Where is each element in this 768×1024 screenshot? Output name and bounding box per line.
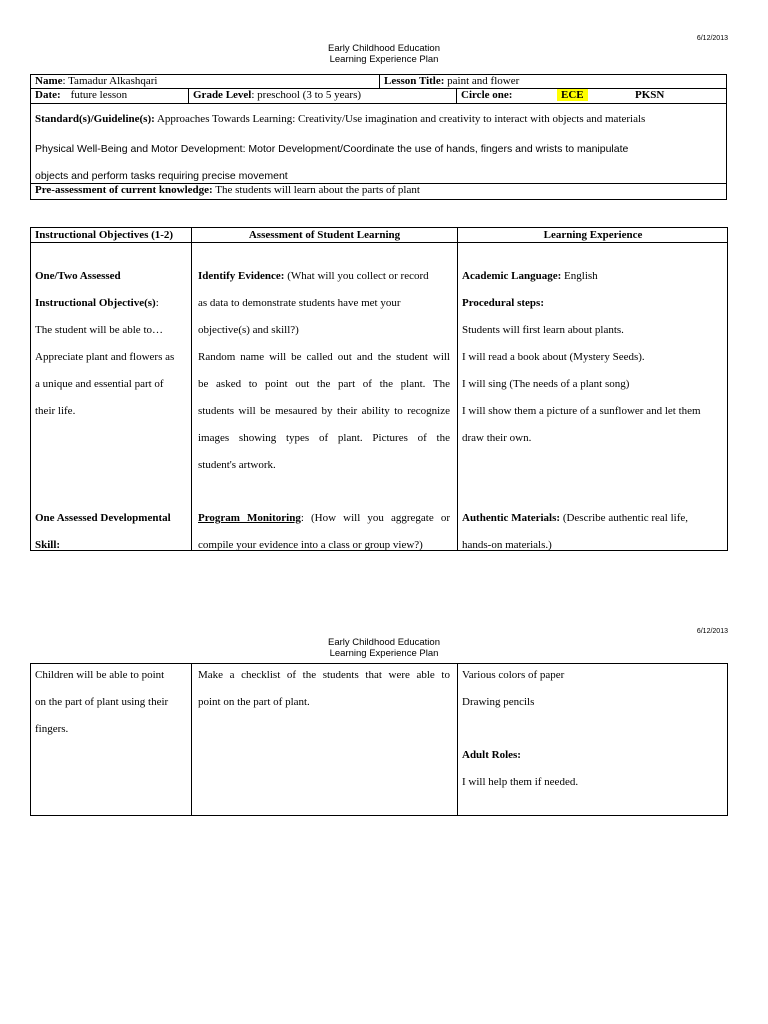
adult-roles-value: I will help them if needed.: [462, 776, 579, 788]
assessment-text-3: students will be mesaured by their ability to recognize: [198, 405, 450, 417]
info-row-date: [31, 89, 726, 104]
learning-experience-column: [462, 228, 724, 550]
page1-header-line1: Early Childhood Education: [328, 43, 440, 54]
step-1: Students will first learn about plants.: [462, 324, 624, 336]
objective-line-4: their life.: [35, 405, 76, 417]
objective-line-1: The student will be able to…: [35, 324, 163, 336]
step-2: I will read a book about (Mystery Seeds).: [462, 351, 645, 363]
objective-label-1: One/Two Assessed: [35, 270, 121, 282]
objective-line-2: Appreciate plant and flowers as: [35, 351, 175, 363]
continuation-col-2: [198, 664, 450, 815]
developmental-skill-label-2: Skill:: [35, 539, 61, 551]
checklist-line-2: point on the part of plant.: [198, 696, 310, 708]
step-3: I will sing (The needs of a plant song): [462, 378, 630, 390]
skill-line-1: Children will be able to point: [35, 669, 165, 681]
lesson-info-table: [30, 74, 727, 200]
assessment-column: [198, 228, 450, 550]
standards-text: Standard(s)/Guideline(s): Approaches Towards Learning: Creativity/Use imagination and creativity to interact with objects and materials: [35, 113, 646, 125]
page2-date: 6/12/2013: [696, 628, 728, 635]
step-4: I will show them a picture of a sunflower and let them: [462, 405, 701, 417]
page1-date: 6/12/2013: [696, 35, 728, 42]
material-2: Drawing pencils: [462, 696, 535, 708]
academic-language: Academic Language: English: [462, 270, 598, 282]
objective-label-2: Instructional Objective(s):: [35, 297, 159, 309]
monitoring-line-1: Program Monitoring: (How will you aggregate or: [198, 512, 450, 524]
pre-assessment-cell: Pre-assessment of current knowledge: The students will learn about the parts of plant: [35, 184, 420, 196]
physical-wellbeing-line1: Physical Well-Being and Motor Development: Motor Development/Coordinate the use of hands, fingers and wrists to manipulate: [35, 143, 629, 155]
page2-header-line2: Learning Experience Plan: [329, 648, 439, 659]
continuation-col-1: [35, 664, 187, 815]
skill-line-2: on the part of plant using their: [35, 696, 169, 708]
page1-header-line2: Learning Experience Plan: [329, 54, 439, 65]
assessment-text-5: student's artwork.: [198, 459, 276, 471]
date-cell: Date: future lesson: [35, 89, 128, 101]
info-row-standards: [31, 104, 726, 184]
circle-pksn: PKSN: [635, 89, 665, 101]
evidence-line-1: Identify Evidence: (What will you collect or record: [198, 270, 429, 282]
name-cell: Name: Tamadur Alkashqari: [35, 75, 158, 87]
procedural-steps-label: Procedural steps:: [462, 297, 544, 309]
skill-line-3: fingers.: [35, 723, 69, 735]
header-instructional-objectives: Instructional Objectives (1-2): [35, 229, 174, 241]
assessment-text-1: Random name will be called out and the student will: [198, 351, 450, 363]
page2-header-line1: Early Childhood Education: [328, 637, 440, 648]
physical-wellbeing-line2: objects and perform tasks requiring precise movement: [35, 170, 288, 182]
monitoring-line-2: compile your evidence into a class or group view?): [198, 539, 423, 551]
grade-level-cell: Grade Level: preschool (3 to 5 years): [193, 89, 362, 101]
header-assessment: Assessment of Student Learning: [248, 229, 401, 241]
authentic-materials-line-1: Authentic Materials: (Describe authentic real life,: [462, 512, 689, 524]
assessment-text-2: be asked to point out the part of the plant. The: [198, 378, 450, 390]
assessment-text-4: images showing types of plant. Pictures of the: [198, 432, 450, 444]
authentic-materials-line-2: hands-on materials.): [462, 539, 552, 551]
plan-table: [30, 227, 728, 551]
lesson-title-cell: Lesson Title: paint and flower: [384, 75, 520, 87]
objectives-column: [35, 228, 187, 550]
step-5: draw their own.: [462, 432, 532, 444]
material-1: Various colors of paper: [462, 669, 565, 681]
evidence-line-2: as data to demonstrate students have met your: [198, 297, 401, 309]
continuation-table: [30, 663, 728, 816]
evidence-line-3: objective(s) and skill?): [198, 324, 299, 336]
checklist-line-1: Make a checklist of the students that were able to: [198, 669, 450, 681]
developmental-skill-label-1: One Assessed Developmental: [35, 512, 171, 524]
header-learning-experience: Learning Experience: [543, 229, 643, 241]
continuation-col-3: [462, 664, 724, 815]
info-row-name: [31, 75, 726, 89]
circle-one-label: Circle one:: [461, 89, 513, 101]
circle-ece: ECE: [557, 89, 588, 101]
objective-line-3: a unique and essential part of: [35, 378, 164, 390]
adult-roles-label: Adult Roles:: [462, 749, 521, 761]
